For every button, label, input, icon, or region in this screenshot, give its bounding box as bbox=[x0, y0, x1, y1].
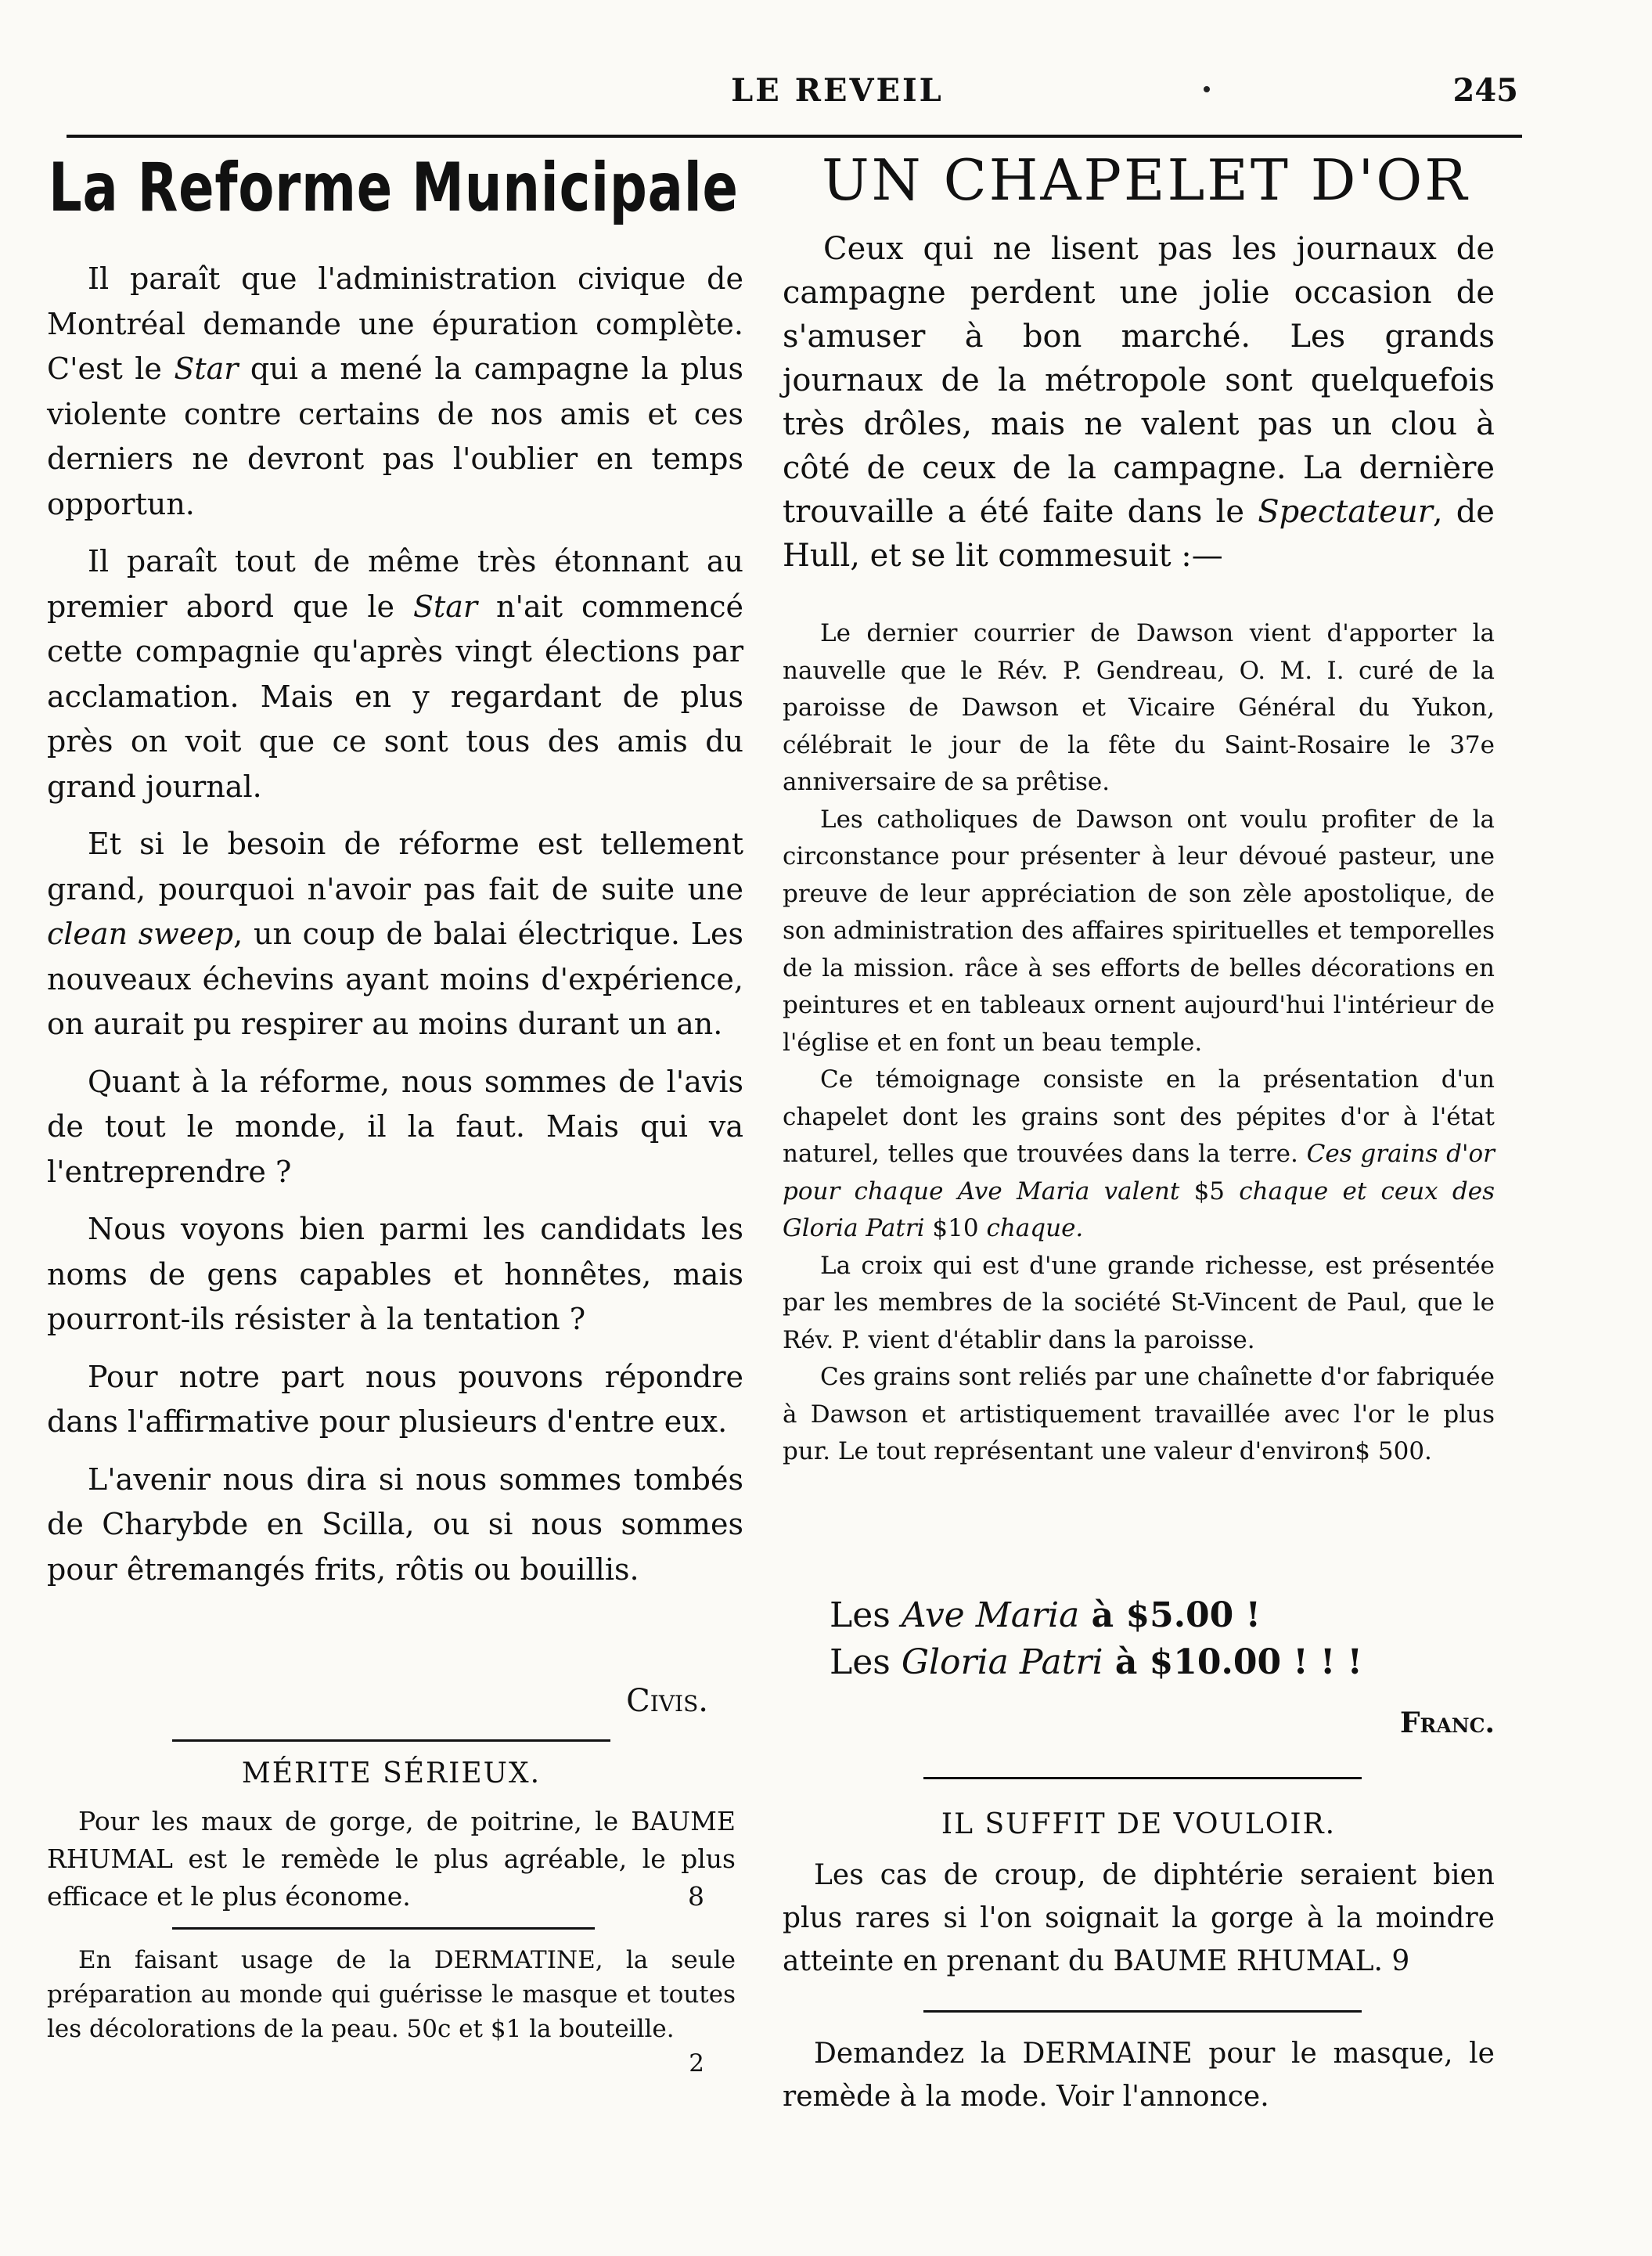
article-title-reforme: La Reforme Municipale bbox=[49, 149, 739, 227]
header-rule bbox=[67, 135, 1522, 138]
paragraph: Pour notre part nous pouvons répondre dans l'affirmative pour plusieurs d'entre eux. bbox=[47, 1359, 743, 1439]
ad-suffit: Les cas de croup, de diphtérie seraient bien plus rares si l'on soignait la gorge à la moindre atteinte en prenant du BAUME RHUMAL. 9 bbox=[783, 1859, 1495, 1977]
paragraph: Ces grains sont reliés par une chaînette d'or fabriquée à Dawson et artistiquement travaillée avec l'or le plus pur. Le tout représentant une valeur d'environ$ 500. bbox=[783, 1363, 1495, 1465]
ad-rule bbox=[172, 1927, 595, 1930]
printer-dot bbox=[1204, 86, 1210, 92]
paragraph: L'avenir nous dira si nous sommes tombés de Charybde en Scilla, ou si nous sommes pour êtremangés frits, rôtis ou bouillis. bbox=[47, 1461, 743, 1587]
ad-heading-suffit: IL SUFFIT DE VOULOIR. bbox=[941, 1808, 1337, 1840]
page-number: 245 bbox=[1452, 72, 1518, 109]
ad-dermatine: En faisant usage de la DERMATINE, la seule préparation au monde qui guérisse le masque et toutes les décolorations de la peau. 50c et $1 la bouteille. 2 bbox=[47, 1943, 736, 2081]
paragraph: Quant à la réforme, nous sommes de l'avis de tout le monde, il la faut. Mais qui va l'entreprendre ? bbox=[47, 1064, 743, 1189]
signature-franc: Franc. bbox=[1399, 1706, 1495, 1739]
ad-dermaine: Demandez la DERMAINE pour le masque, le remède à la mode. Voir l'annonce. bbox=[783, 2038, 1495, 2113]
paragraph: Il paraît tout de même très étonnant au premier abord que le Star n'ait commencé cette compagnie qu'après vingt élections par acclamation. Mais en y regardant de plus près on voit que ce sont tous des amis du grand journal. bbox=[47, 544, 743, 804]
article-intro-chapelet bbox=[783, 227, 1495, 578]
article-body-reforme bbox=[47, 257, 743, 1605]
paragraph: Ceux qui ne lisent pas les journaux de campagne perdent une jolie occasion de s'amuser à bon marché. Les grands journaux de la métropole sont quelquefois très drôles, mais ne valent pas un clou à côté de ceux de la campagne. La dernière trouvaille a été faite dans le Spectateur, de Hull, et se lit commesuit :— bbox=[783, 231, 1495, 574]
paragraph: Le dernier courrier de Dawson vient d'apporter la nauvelle que le Rév. P. Gendreau, O. M. I. curé de la paroisse de Dawson et Vicaire Général du Yukon, célébrait le jour de la fête du Saint-Rosaire le 37e anniversaire de sa prêtise. bbox=[783, 619, 1495, 796]
paragraph: Ce témoignage consiste en la présentation d'un chapelet dont les grains sont des pépites d'or à l'état naturel, telles que trouvées dans la terre. Ces grains d'or pour chaque Ave Maria valent $5 chaque et ceux des Gloria Patri $10 chaque. bbox=[783, 1065, 1495, 1242]
ad-number: 2 bbox=[689, 2049, 704, 2078]
ad-number: 8 bbox=[688, 1881, 704, 1912]
signature-civis: Civis. bbox=[626, 1683, 708, 1719]
paragraph: La croix qui est d'une grande richesse, est présentée par les membres de la société St-Vincent de Paul, que le Rév. P. vient d'établir dans la paroisse. bbox=[783, 1251, 1495, 1354]
quoted-news-chapelet bbox=[783, 615, 1495, 1471]
ad-rule bbox=[923, 2010, 1362, 2013]
ad-rule bbox=[923, 1777, 1362, 1779]
ad-number: 9 bbox=[1391, 1945, 1410, 1977]
price-line-ave: Les Ave Maria à $5.00 ! bbox=[830, 1595, 1261, 1635]
price-line-gloria: Les Gloria Patri à $10.00 ! ! ! bbox=[830, 1642, 1362, 1682]
paragraph: Nous voyons bien parmi les candidats les noms de gens capables et honnêtes, mais pourront-ils résister à la tentation ? bbox=[47, 1212, 743, 1336]
paragraph: Les catholiques de Dawson ont voulu profiter de la circonstance pour présenter à leur dévoué pasteur, une preuve de leur appréciation de son zèle apostolique, de son administration des affaires spirituelles et temporelles de la mission. râce à ses efforts de belles décorations en peintures et en tableaux ornent aujourd'hui l'intérieur de l'église et en font un beau temple. bbox=[783, 805, 1495, 1057]
ad-heading-merite: MÉRITE SÉRIEUX. bbox=[241, 1757, 542, 1789]
article-title-chapelet: UN CHAPELET D'OR bbox=[822, 147, 1470, 213]
ad-rule bbox=[172, 1739, 610, 1742]
ad-merite: Pour les maux de gorge, de poitrine, le BAUME RHUMAL est le remède le plus agréable, le plus efficace et le plus économe. 8 bbox=[47, 1803, 736, 1915]
running-title: LE REVEIL bbox=[731, 72, 944, 109]
paragraph: Et si le besoin de réforme est tellement grand, pourquoi n'avoir pas fait de suite une clean sweep, un coup de balai électrique. Les nouveaux échevins ayant moins d'expérience, on aurait pu respirer au moins durant un an. bbox=[47, 827, 743, 1041]
paragraph: Il paraît que l'administration civique de Montréal demande une épuration complète. C'est le Star qui a mené la campagne la plus violente contre certains de nos amis et ces derniers ne devront pas l'oublier en temps opportun. bbox=[47, 261, 743, 521]
